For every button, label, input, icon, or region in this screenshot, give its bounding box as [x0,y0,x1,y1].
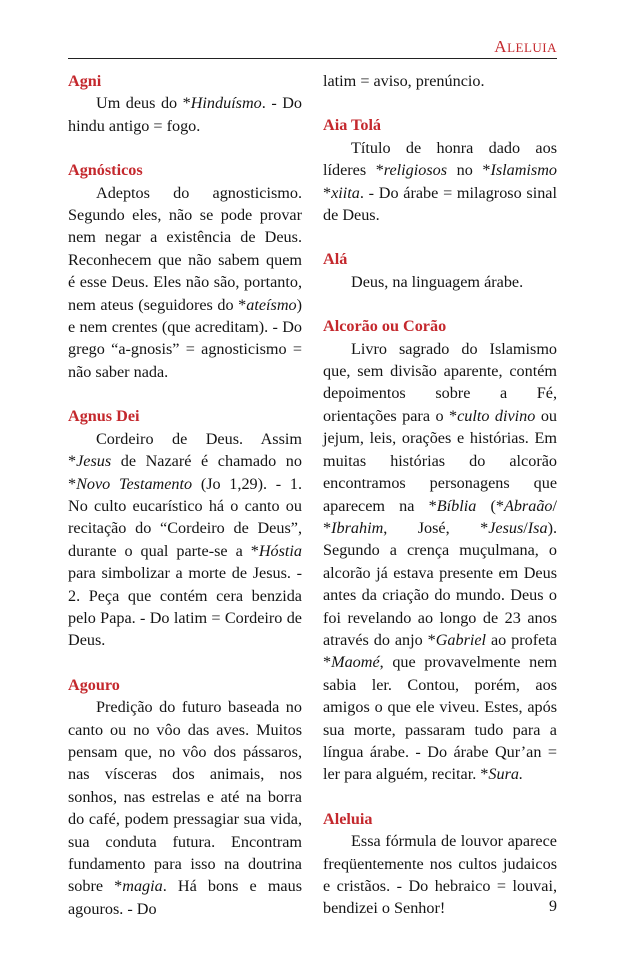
definition-text: (Jo 1,29). - 1. No culto eucarístico há o canto ou recitação do “Cordeiro de Deus”, durante o qual parte-se a * [68,474,302,560]
dictionary-entry [68,70,302,137]
entry-title: Agnósticos [68,161,143,180]
definition-text: Adeptos do agnosticismo. Segundo eles, não se pode provar nem negar a existência de Deus. Reconhecem que não sabem quem é esse Deus. Eles não são, portanto, nem ateus (seguidores do * [68,183,302,314]
definition-text: Predição do futuro baseada no canto ou no vôo das aves. Muitos pensam que, no vôo dos pássaros, nas vísceras dos animais, nos sonhos, nas estrelas e até na borra do café, podem pressagiar sua vida, sua conduta futura. Encontram fundamento para isso na doutrina sobre * [68,698,302,896]
definition-text: Essa fórmula de louvor aparece freqüentemente nos cultos judaicos e cristãos. - Do hebraico = louvai, bendizei o Senhor! [323,832,557,918]
entry-title: Agnus Dei [68,407,140,426]
definition-text: . Há bons e maus agouros. - Do [68,877,303,918]
italic-term: Sura. [488,765,524,784]
entry-title: Agouro [68,675,120,694]
italic-term: Jesus [488,518,524,537]
entry-definition [68,696,302,920]
header-rule [68,58,557,59]
entry-title: Alcorão ou Corão [323,317,447,336]
dictionary-entry [323,315,557,786]
italic-term: culto divino [457,406,536,425]
running-head-text: ALELUIA [494,37,557,56]
right-column [323,70,557,942]
italic-term: Abraão [503,496,553,515]
definition-text: Um deus do * [96,94,191,113]
dictionary-entry [68,674,302,920]
entry-definition [68,428,302,652]
italic-term: Isa [527,518,548,537]
dictionary-entry [68,159,302,383]
dictionary-entry [323,114,557,226]
definition-text: * [323,183,332,202]
definition-text: Livro sagrado do Islamismo que, sem divisão aparente, contém depoimentos sobre a Fé, orientações para o * [323,339,557,425]
italic-term: xiita [331,183,360,202]
page-number: 9 [549,898,557,915]
entry-definition [68,182,302,384]
running-head [494,37,557,57]
italic-term: Hóstia [258,541,302,560]
definition-text: latim = aviso, prenúncio. [323,72,485,90]
entry-definition [323,137,557,227]
entry-definition [323,338,557,786]
italic-term: Novo Testamento [76,474,193,493]
italic-term: religiosos [383,161,448,180]
entry-title: Alá [323,250,348,269]
entry-title: Aleluia [323,809,373,828]
italic-term: ateísmo [246,295,297,314]
definition-text: . - Do árabe = milagroso sinal de Deus. [323,183,557,225]
italic-term: Gabriel [435,630,487,649]
italic-term: Hinduísmo [190,94,262,113]
definition-text: ou jejum, leis, orações e histórias. Em muitas histórias do alcorão encontramos personagens que aparecem na * [323,406,558,515]
italic-term: Jesus [76,452,112,471]
entry-definition [323,830,557,920]
definition-text: ). Segundo a crença muçulmana, o alcorão já estava presente em Deus antes da criação do mundo. Deus o foi revelando ao longo de 23 anos através do anjo * [323,518,557,649]
dictionary-entry [68,405,302,651]
definition-text: de Nazaré é chamado no * [68,452,302,493]
dictionary-entry [323,70,557,92]
definition-text: para simbolizar a morte de Jesus. - 2. Peça que contém cera benzida pelo Papa. - Do latim = Cordeiro de Deus. [68,564,302,650]
italic-term: Ibrahim [331,518,384,537]
definition-text: ao profeta * [323,630,557,672]
definition-text: , que provavelmente nem sabia ler. Contou, porém, aos amigos o que ele viveu. Estes, após sua morte, passaram tudo para a língua árabe. - Do árabe Qur’an = ler para alguém, recitar. * [323,653,557,784]
italic-term: Bíblia [436,496,477,515]
italic-term: Islamismo [490,161,557,180]
definition-text: ) e nem crentes (que acreditam). - Do grego “a-gnosis” = agnosticismo = não saber nada. [68,295,302,381]
entry-title: Aia Tolá [323,116,382,135]
definition-text: . - Do hindu antigo = fogo. [68,94,302,135]
definition-text: Deus, na linguagem árabe. [351,272,524,291]
entry-definition [323,271,557,293]
italic-term: Maomé [331,653,380,672]
dictionary-entry [323,808,557,920]
italic-term: magia [122,877,163,896]
definition-text: Cordeiro de Deus. Assim * [68,429,302,471]
dictionary-entry [323,248,557,293]
definition-text: (* [476,496,504,515]
left-column [68,70,302,942]
entry-definition [323,70,557,92]
definition-text: / [523,518,528,537]
definition-text: no * [447,161,491,180]
definition-text: / * [323,496,558,537]
definition-text: , José, * [383,518,489,537]
entry-title: Agni [68,72,102,90]
entry-definition [68,92,302,137]
definition-text: Título de honra dado aos líderes * [323,138,557,180]
